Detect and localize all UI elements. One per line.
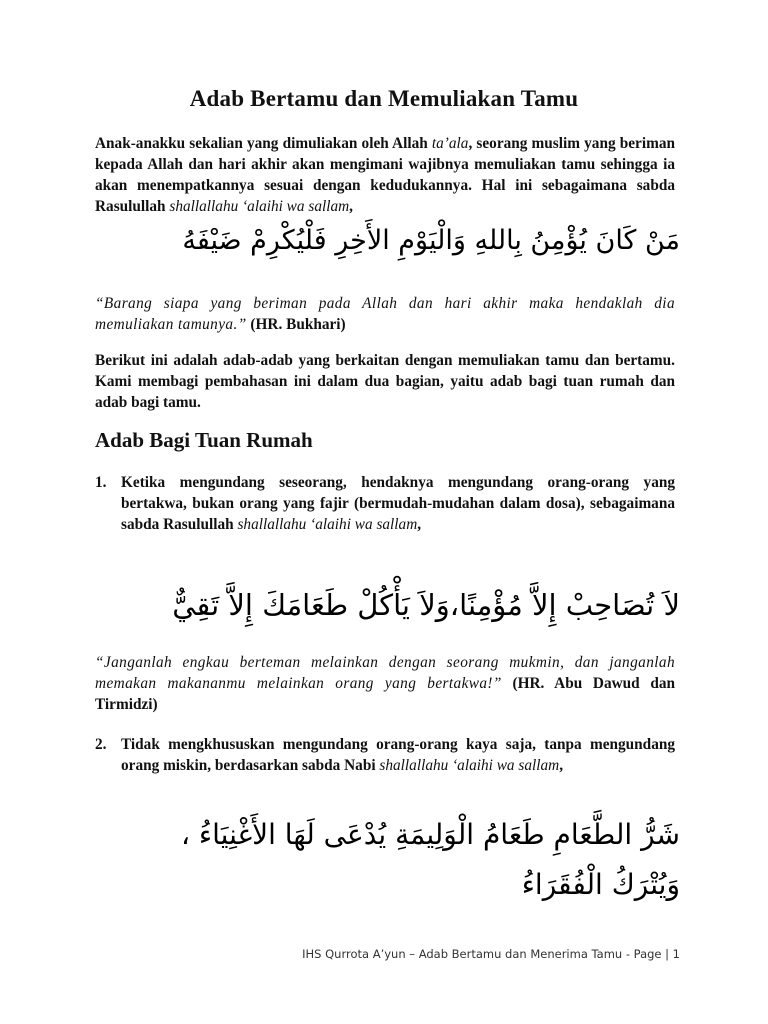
hadith-3-arabic: شَرُّ الطَّعَامِ طَعَامُ الْوَلِيمَةِ يُدْعَى لَهَا الأَغْنِيَاءُ ، وَيُتْرَكُ الْفُقَرَاءُ xyxy=(180,818,680,901)
list-item-2-italic: shallallahu ‘alaihi wa sallam xyxy=(379,757,560,774)
intro-italic-1: ta’ala xyxy=(431,135,469,152)
hadith-1-quote xyxy=(95,293,675,335)
intro-italic-2: shallallahu ‘alaihi wa sallam xyxy=(169,198,350,215)
list-item-2-end: , xyxy=(559,757,564,774)
list-item-1-body xyxy=(121,472,675,535)
hadith-2-quote xyxy=(95,652,675,715)
page-title: Adab Bertamu dan Memuliakan Tamu xyxy=(189,86,579,111)
hadith-2-arabic: لاَ تُصَاحِبْ إِلاَّ مُؤْمِنًا،وَلاَ يَأْكُلْ طَعَامَكَ إِلاَّ تَقِيٌّ xyxy=(172,588,680,622)
list-item-2-number: 2. xyxy=(95,736,107,753)
hadith-2-translation: “Janganlah engkau berteman melainkan dengan seorang mukmin, dan janganlah memakan makananmu melainkan orang yang bertakwa!” xyxy=(95,654,675,692)
intro-paragraph xyxy=(95,133,675,217)
list-item-2-text: Tidak mengkhususkan mengundang orang-orang kaya saja, tanpa mengundang orang miskin, berdasarkan sabda Nabi xyxy=(121,736,675,774)
hadith-1-arabic: مَنْ كَانَ يُؤْمِنُ بِاللهِ وَالْيَوْمِ الأَخِرِ فَلْيُكْرِمْ ضَيْفَهُ xyxy=(182,225,680,256)
hadith-1-source: (HR. Bukhari) xyxy=(246,316,346,333)
list-item-1-italic: shallallahu ‘alaihi wa sallam xyxy=(237,516,418,533)
intro-text-2: , seorang muslim yang beriman kepada Allah dan hari akhir akan mengimani wajibnya memuliakan tamu sehingga ia akan menempatkannya sesuai dengan kedudukannya. Hal ini sebagaimana sabda Rasulullah xyxy=(95,135,675,215)
list-item-1-text: Ketika mengundang seseorang, hendaknya mengundang orang-orang yang bertakwa, bukan orang yang fajir (bermudah-mudahan dalam dosa), sebagaimana sabda Rasulullah xyxy=(121,474,675,533)
list-item-1-number: 1. xyxy=(95,474,107,491)
page-footer: IHS Qurrota A’yun – Adab Bertamu dan Menerima Tamu - Page | 1 xyxy=(302,947,680,961)
list-item-1-end: , xyxy=(417,516,422,533)
intro-text-3: , xyxy=(349,198,353,215)
list-item-2 xyxy=(95,734,675,776)
paragraph-2: Berikut ini adalah adab-adab yang berkaitan dengan memuliakan tamu dan bertamu. Kami membagi pembahasan ini dalam dua bagian, yaitu adab bagi tuan rumah dan adab bagi tamu. xyxy=(95,352,675,411)
list-item-2-body xyxy=(121,734,675,776)
hadith-1-translation: “Barang siapa yang beriman pada Allah dan hari akhir maka hendaklah dia memuliakan tamunya.” xyxy=(95,295,675,333)
list-item-1 xyxy=(95,472,675,535)
hadith-2-source: (HR. Abu Dawud dan Tirmidzi) xyxy=(95,675,675,713)
section-heading: Adab Bagi Tuan Rumah xyxy=(95,428,313,452)
intro-text-1: Anak-anakku sekalian yang dimuliakan oleh Allah xyxy=(95,135,432,152)
